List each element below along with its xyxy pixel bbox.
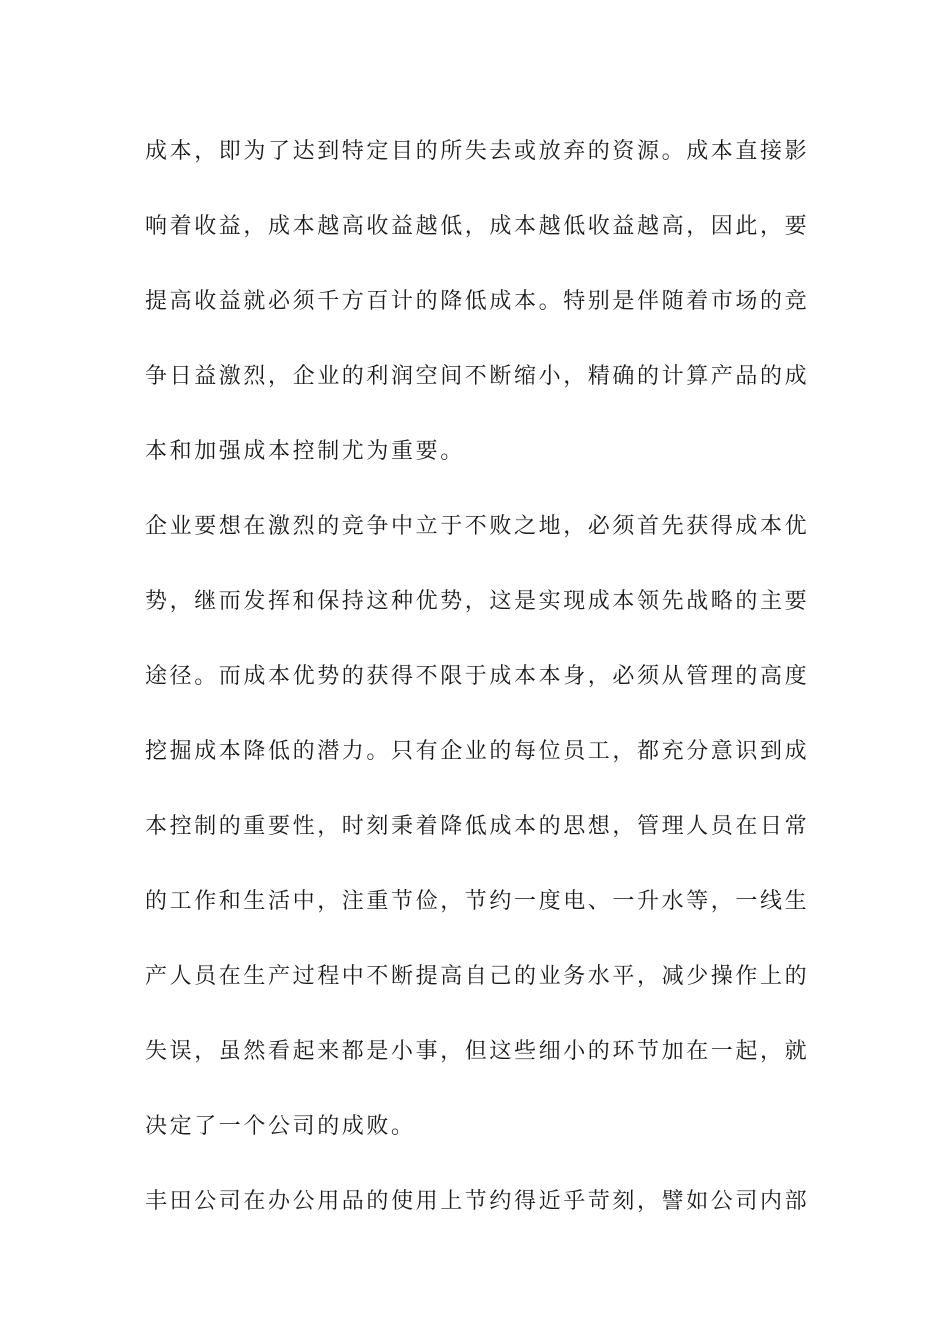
text-line: 挖掘成本降低的潜力。只有企业的每位员工，都充分意识到成 <box>145 739 810 764</box>
text-line: 的工作和生活中，注重节俭，节约一度电、一升水等，一线生 <box>145 889 810 914</box>
text-line: 企业要想在激烈的竞争中立于不败之地，必须首先获得成本优 <box>145 514 810 539</box>
text-line: 产人员在生产过程中不断提高自己的业务水平，减少操作上的 <box>145 964 810 989</box>
text-line: 成本，即为了达到特定目的所失去或放弃的资源。成本直接影 <box>145 139 810 164</box>
text-line: 途径。而成本优势的获得不限于成本本身，必须从管理的高度 <box>145 664 810 689</box>
text-line: 提高收益就必须千方百计的降低成本。特别是伴随着市场的竞 <box>145 289 810 314</box>
text-line: 争日益激烈，企业的利润空间不断缩小，精确的计算产品的成 <box>145 364 810 389</box>
body-text <box>145 129 810 1254</box>
text-line: 本和加强成本控制尤为重要。 <box>145 439 465 464</box>
text-line: 响着收益，成本越高收益越低，成本越低收益越高，因此，要 <box>145 214 810 239</box>
text-line: 本控制的重要性，时刻秉着降低成本的思想，管理人员在日常 <box>145 814 810 839</box>
text-line: 势，继而发挥和保持这种优势，这是实现成本领先战略的主要 <box>145 589 810 614</box>
text-line: 丰田公司在办公用品的使用上节约得近乎苛刻，譬如公司内部 <box>145 1189 810 1214</box>
text-line: 失误，虽然看起来都是小事，但这些细小的环节加在一起，就 <box>145 1039 810 1064</box>
text-line: 决定了一个公司的成败。 <box>145 1114 416 1139</box>
